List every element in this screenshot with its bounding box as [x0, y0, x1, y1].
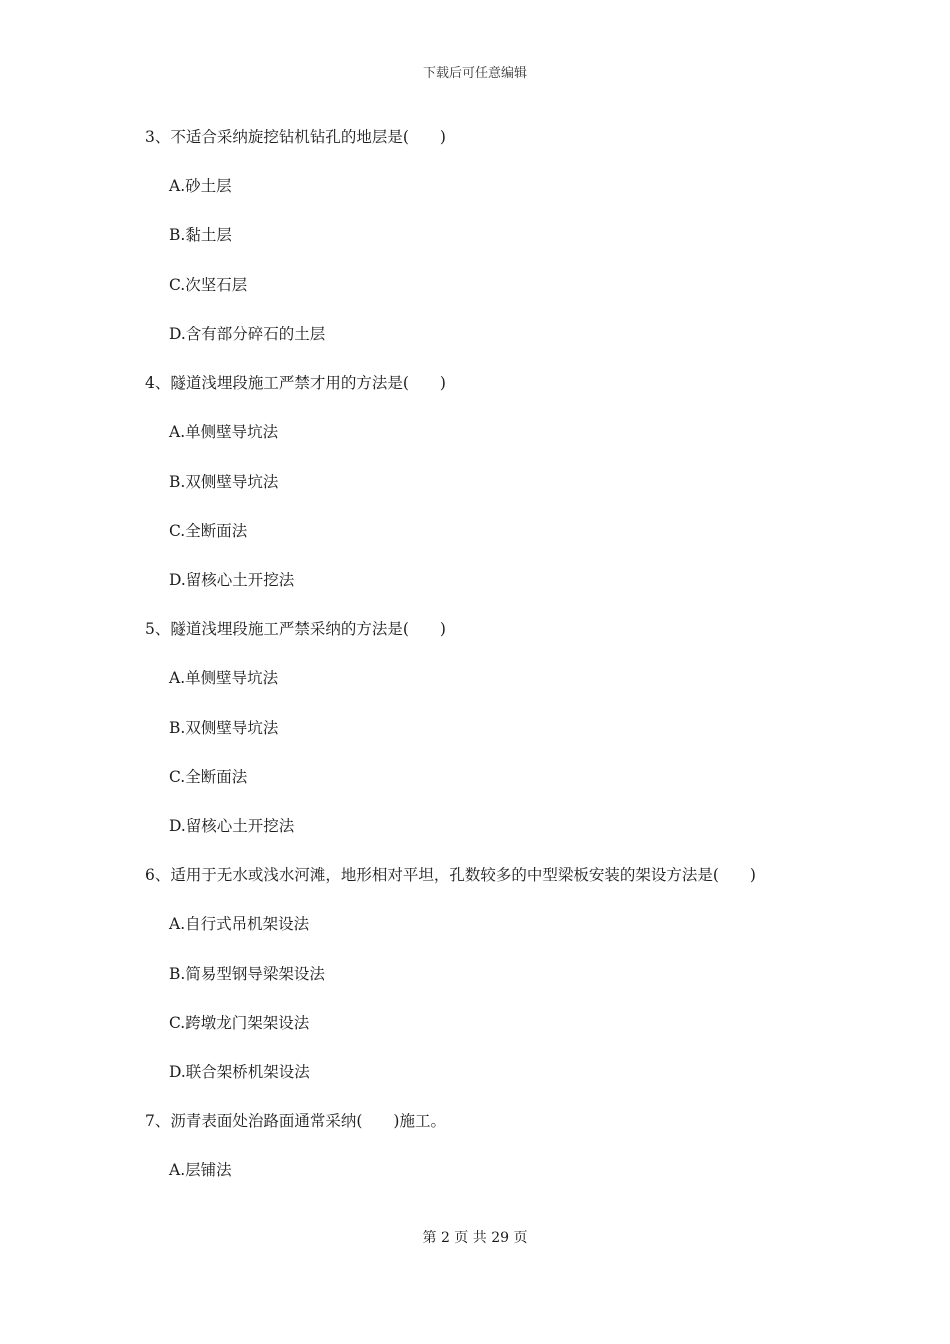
question-3-option-b: B.黏土层 [169, 226, 232, 244]
question-4-option-d: D.留核心土开挖法 [169, 571, 295, 589]
page-header: 下载后可任意编辑 [422, 66, 527, 81]
question-4-option-b: B.双侧壁导坑法 [169, 473, 279, 491]
question-6-option-a: A.自行式吊机架设法 [169, 915, 310, 933]
question-7-option-a: A.层铺法 [169, 1161, 232, 1179]
question-7-stem: 7、沥青表面处治路面通常采纳( )施工。 [145, 1112, 446, 1130]
question-6-option-d: D.联合架桥机架设法 [169, 1063, 310, 1081]
question-3-option-a: A.砂土层 [169, 177, 232, 195]
question-3-option-c: C.次坚石层 [169, 276, 248, 294]
page-number: 第 2 页 共 29 页 [422, 1230, 528, 1246]
question-5-option-c: C.全断面法 [169, 768, 248, 786]
question-4-option-c: C.全断面法 [169, 522, 248, 540]
question-4-option-a: A.单侧壁导坑法 [169, 423, 279, 441]
question-3-stem: 3、不适合采纳旋挖钻机钻孔的地层是( ) [145, 128, 446, 146]
question-6-option-b: B.简易型钢导梁架设法 [169, 965, 325, 983]
question-3-option-d: D.含有部分碎石的土层 [169, 325, 326, 343]
question-5-stem: 5、隧道浅埋段施工严禁采纳的方法是( ) [145, 620, 446, 638]
question-6-option-c: C.跨墩龙门架架设法 [169, 1014, 310, 1032]
question-4-stem: 4、隧道浅埋段施工严禁才用的方法是( ) [145, 374, 446, 392]
question-6-stem: 6、适用于无水或浅水河滩，地形相对平坦，孔数较多的中型梁板安装的架设方法是( ) [145, 866, 756, 884]
question-5-option-d: D.留核心土开挖法 [169, 817, 295, 835]
question-5-option-a: A.单侧壁导坑法 [169, 669, 279, 687]
question-5-option-b: B.双侧壁导坑法 [169, 719, 279, 737]
